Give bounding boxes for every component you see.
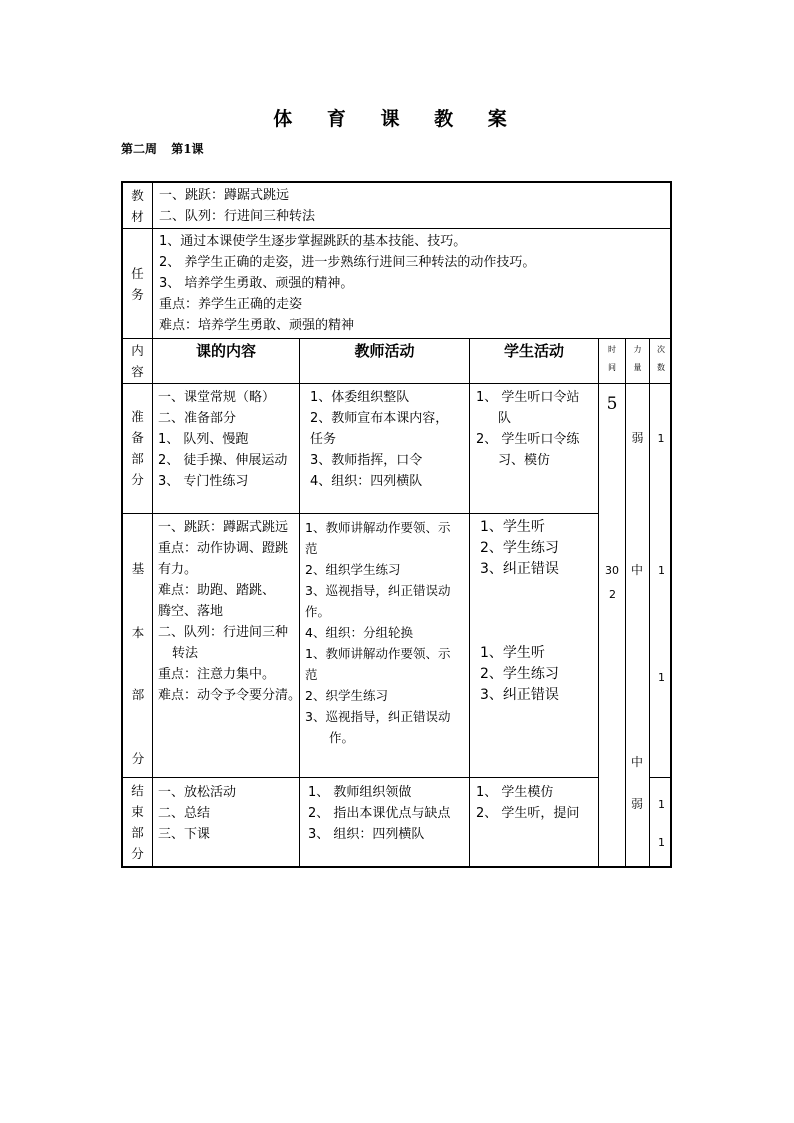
- basic-teacher: 1、教师讲解动作要领、示 范 2、组织学生练习 3、巡视指导，纠正错误动 作。 4、组织：分组轮换 1、教师讲解动作要领、示 范 2、织学生练习 3、巡视指导，纠正错误动 作。: [300, 514, 470, 778]
- prep-intensity: 弱: [626, 384, 650, 514]
- task-label: 任 务: [123, 229, 153, 339]
- student-activity-header: 学生活动: [470, 339, 599, 384]
- lesson-plan-table: [121, 181, 672, 868]
- count-header: 次 数: [650, 339, 672, 384]
- end-student: 1、 学生模仿 2、 学生听，提问: [470, 778, 599, 868]
- basic-time: 30 2: [599, 514, 626, 778]
- teacher-activity-header: 教师活动: [300, 339, 470, 384]
- content-header: 内 容: [123, 339, 153, 384]
- lesson-content-header: 课的内容: [153, 339, 300, 384]
- page-title: 体 育 课 教 案: [273, 108, 521, 130]
- end-teacher: 1、 教师组织领做 2、 指出本课优点与缺点 3、 组织：四列横队: [300, 778, 470, 868]
- basic-student: 1、学生听 2、学生练习 3、纠正错误 1、学生听 2、学生练习 3、纠正错误: [470, 514, 599, 778]
- basic-label: 基 本 部 分: [123, 514, 153, 778]
- lesson-info: [121, 140, 214, 157]
- end-intensity: 弱: [626, 778, 650, 868]
- prep-count: 1: [657, 432, 665, 445]
- end-content: 一、放松活动 二、总结 三、下课: [153, 778, 300, 868]
- prep-student: 1、 学生听口令站 队 2、 学生听口令练 习、模仿: [470, 384, 599, 514]
- end-count: 1 1: [658, 798, 665, 849]
- prep-label: 准 备 部 分: [123, 384, 153, 514]
- week-label: 第二周: [121, 142, 158, 156]
- row-divider: [123, 777, 599, 778]
- time-header: 时 间: [599, 339, 626, 384]
- intensity-header: 力 量: [626, 339, 650, 384]
- material-label: 教 材: [123, 183, 153, 229]
- prep-content: 一、课堂常规（略） 二、准备部分 1、 队列、慢跑 2、 徒手操、伸展运动 3、 专门性练习: [153, 384, 300, 514]
- material-content: 一、跳跃：蹲踞式跳远 二、队列：行进间三种转法: [153, 183, 672, 229]
- row-divider-count: [650, 777, 672, 778]
- prep-teacher: 1、体委组织整队 2、教师宣布本课内容， 任务 3、教师指挥，口令 4、组织：四列横队: [300, 384, 470, 514]
- basic-content: 一、跳跃：蹲踞式跳远 重点：动作协调、蹬跳 有力。 难点：助跑、踏跳、 腾空、落地 二、队列：行进间三种 转法 重点：注意力集中。 难点：动令予令要分清。: [153, 514, 300, 778]
- basic-intensity: 中 中: [626, 514, 650, 778]
- task-content: 1、通过本课使学生逐步掌握跳跃的基本技能、技巧。 2、 养学生正确的走姿，进一步熟练行进间三种转法的动作技巧。 3、 培养学生勇敢、顽强的精神。 重点：养学生正确的走姿 难点：培养学生勇敢、顽强的精神: [153, 229, 672, 339]
- basic-count: 1 1: [658, 564, 665, 684]
- end-label: 结 束 部 分: [123, 778, 153, 868]
- lesson-number: 第1课: [171, 142, 204, 156]
- prep-time: 5: [599, 384, 626, 514]
- end-time: [599, 778, 626, 868]
